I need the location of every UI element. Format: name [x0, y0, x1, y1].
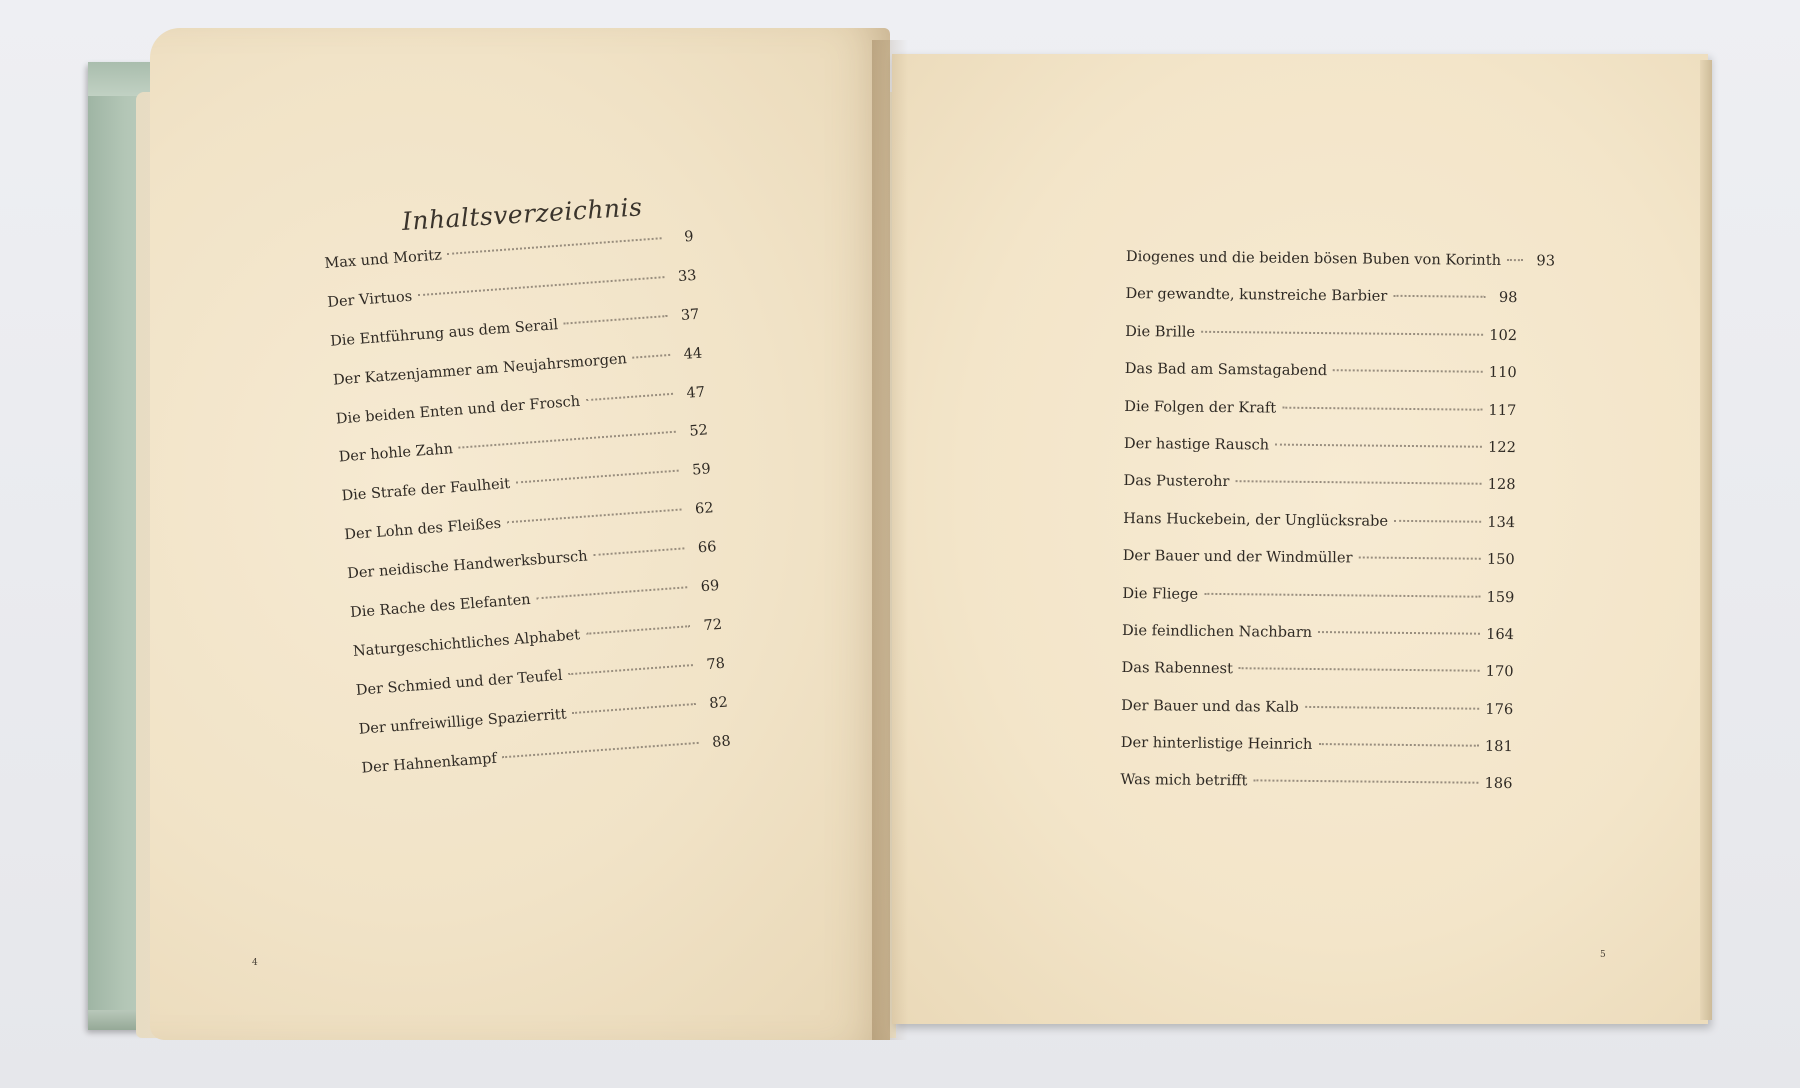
toc-title: Inhaltsverzeichnis [401, 192, 644, 236]
toc-entry [1122, 547, 1514, 588]
dot-leader [572, 703, 696, 714]
toc-entry-page: 159 [1486, 588, 1515, 606]
toc-entry-page: 37 [680, 306, 700, 324]
toc-entry-title: Der unfreiwillige Spazierritt [358, 706, 568, 738]
toc-entry-page: 33 [677, 267, 698, 285]
dot-leader [568, 664, 693, 675]
toc-entry [1125, 248, 1556, 289]
toc-entry-page: 72 [703, 616, 723, 635]
dot-leader [586, 625, 690, 635]
dot-leader [1318, 631, 1480, 635]
toc-entry-title: Der gewandte, kunstreiche Barbier [1125, 285, 1388, 306]
toc-entry [1120, 771, 1512, 812]
page-number-right: 5 [1600, 950, 1606, 960]
toc-entry-title: Der Bauer und der Windmüller [1122, 547, 1353, 567]
toc-entry [1124, 360, 1516, 401]
toc-entry [1123, 510, 1515, 551]
toc-entry-title: Der neidische Handwerksbursch [346, 548, 589, 583]
toc-entry-title: Diogenes und die beiden bösen Buben von Korinth [1125, 248, 1502, 269]
dot-leader [1393, 295, 1485, 298]
toc-entry [1123, 472, 1515, 513]
toc-entry-page: 66 [697, 539, 717, 557]
toc-entry-title: Das Rabennest [1121, 659, 1234, 678]
toc-entry-page: 9 [683, 228, 695, 246]
dot-leader [1507, 259, 1523, 261]
toc-entry-page: 93 [1536, 252, 1556, 270]
toc-entry [1125, 323, 1517, 364]
dot-leader [1282, 406, 1482, 410]
dot-leader [1204, 592, 1480, 597]
page-number-left: 4 [252, 958, 258, 968]
toc-entry-title: Die Fliege [1122, 584, 1199, 603]
toc-entry-page: 170 [1485, 663, 1514, 681]
toc-entry-title: Der hohle Zahn [338, 441, 454, 466]
toc-list-left [324, 229, 733, 799]
toc-entry-title: Der Virtuos [326, 288, 413, 311]
toc-entry-title: Max und Moritz [324, 247, 443, 272]
toc-entry-title: Die Entführung aus dem Serail [329, 316, 559, 350]
dot-leader [564, 315, 667, 325]
dot-leader [633, 354, 671, 359]
toc-entry-page: 110 [1488, 363, 1517, 382]
toc-entry-page: 88 [711, 733, 732, 751]
toc-entry [1122, 622, 1514, 663]
right-page-edge [1700, 60, 1712, 1020]
toc-entry-page: 102 [1489, 326, 1518, 344]
toc-entry [1124, 398, 1516, 439]
toc-entry-title: Naturgeschichtliches Alphabet [352, 627, 581, 660]
toc-entry-page: 150 [1486, 550, 1515, 569]
toc-entry-page: 69 [700, 577, 720, 596]
toc-entry-page: 62 [694, 500, 715, 518]
toc-entry-title: Der hastige Rausch [1123, 434, 1270, 454]
toc-entry-page: 117 [1488, 401, 1517, 419]
toc-entry-title: Die Brille [1125, 322, 1196, 341]
dot-leader [1394, 520, 1481, 523]
toc-entry [1125, 285, 1517, 326]
toc-entry-title: Das Pusterohr [1123, 472, 1230, 491]
toc-entry-title: Die Folgen der Kraft [1124, 397, 1277, 417]
toc-entry-page: 181 [1484, 737, 1513, 756]
toc-entry-title: Der Hahnenkampf [361, 750, 498, 777]
toc-entry-page: 47 [685, 384, 706, 402]
toc-entry-title: Der Lohn des Fleißes [343, 516, 502, 544]
toc-entry-page: 52 [688, 422, 709, 441]
toc-entry-title: Die feindlichen Nachbarn [1121, 621, 1313, 641]
dot-leader [586, 392, 673, 400]
toc-list-right [1120, 248, 1556, 813]
toc-entry-page: 164 [1486, 625, 1515, 643]
toc-entry-page: 78 [705, 655, 726, 673]
dot-leader [1305, 706, 1480, 710]
dot-leader [593, 548, 684, 557]
toc-entry [1121, 659, 1513, 700]
dot-leader [1253, 780, 1478, 784]
toc-entry [1121, 734, 1513, 775]
toc-entry-title: Das Bad am Samstagabend [1124, 360, 1328, 380]
toc-entry-title: Die beiden Enten und der Frosch [335, 393, 581, 428]
toc-entry-page: 59 [691, 461, 712, 479]
toc-entry-page: 122 [1487, 438, 1517, 457]
toc-entry-title: Der hinterlistige Heinrich [1120, 734, 1313, 754]
toc-entry [1121, 697, 1513, 738]
dot-leader [1359, 557, 1481, 560]
toc-entry-page: 186 [1484, 775, 1513, 793]
toc-entry-page: 98 [1498, 289, 1518, 307]
dot-leader [1333, 369, 1483, 373]
toc-entry [1122, 584, 1514, 625]
dot-leader [1275, 444, 1482, 448]
toc-entry [1124, 435, 1516, 476]
toc-entry-page: 134 [1487, 513, 1516, 531]
toc-entry-title: Die Strafe der Faulheit [341, 476, 511, 505]
toc-entry-page: 44 [683, 345, 703, 363]
toc-entry-title: Der Katzenjammer am Neujahrsmorgen [332, 350, 628, 389]
dot-leader [1239, 668, 1480, 673]
toc-entry-title: Die Rache des Elefanten [349, 591, 532, 622]
toc-entry-title: Der Bauer und das Kalb [1121, 696, 1299, 716]
book-gutter [872, 40, 908, 1040]
toc-entry-title: Was mich betrifft [1120, 771, 1248, 790]
dot-leader [1201, 331, 1483, 336]
dot-leader [1318, 743, 1479, 747]
toc-entry-title: Hans Huckebein, der Unglücksrabe [1123, 509, 1389, 530]
toc-entry-page: 176 [1485, 700, 1514, 718]
toc-entry-page: 128 [1487, 476, 1516, 494]
dot-leader [1235, 481, 1481, 486]
toc-entry-page: 82 [708, 694, 729, 712]
toc-entry-title: Der Schmied und der Teufel [355, 667, 563, 699]
